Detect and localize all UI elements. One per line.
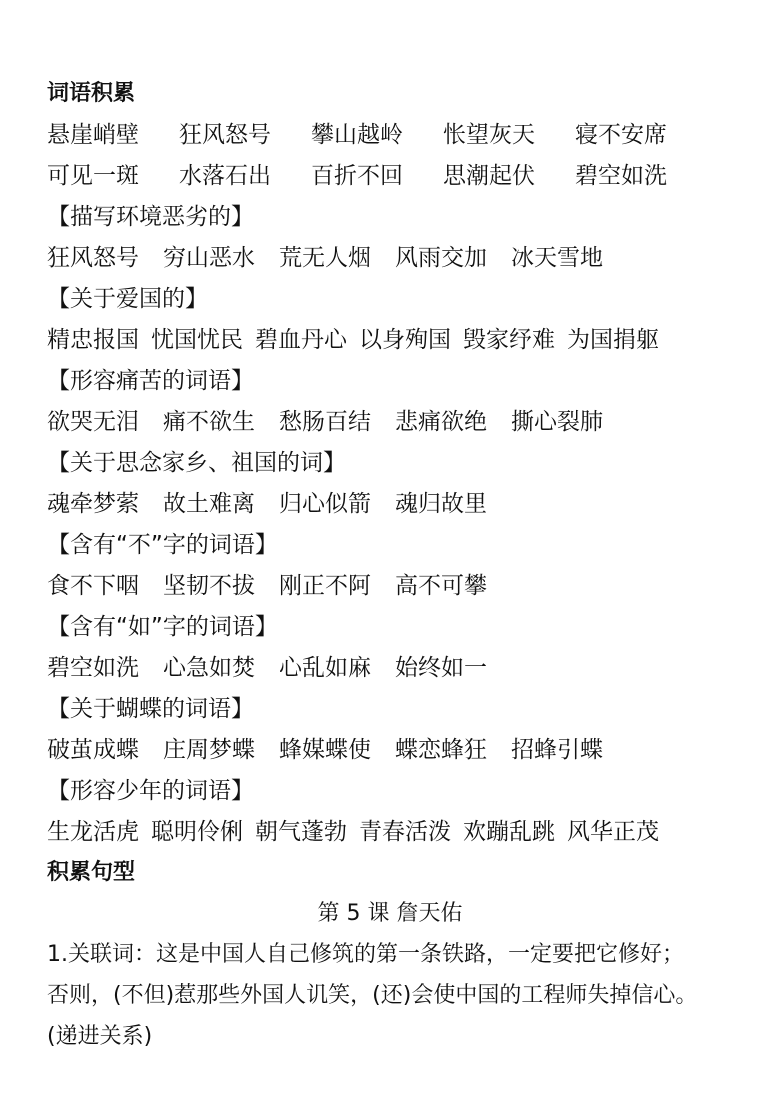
word: 招蜂引蝶 — [511, 737, 603, 763]
word: 坚韧不拔 — [163, 573, 255, 599]
word: 碧空如洗 — [47, 655, 139, 681]
word: 风雨交加 — [395, 245, 487, 271]
section-title: 【形容少年的词语】 — [47, 778, 254, 804]
word: 破茧成蝶 — [47, 737, 139, 763]
vocab-heading: 词语积累 — [47, 81, 136, 106]
section-words — [47, 654, 487, 682]
word: 穷山恶水 — [163, 245, 255, 271]
word: 为国捐躯 — [567, 327, 659, 353]
word: 高不可攀 — [395, 573, 487, 599]
word: 食不下咽 — [47, 573, 139, 599]
word: 始终如一 — [395, 655, 487, 681]
word: 魂牵梦萦 — [47, 491, 139, 517]
word: 心急如焚 — [163, 655, 255, 681]
word: 撕心裂肺 — [511, 409, 603, 435]
word: 碧空如洗 — [575, 163, 667, 189]
paragraph-line: 1.关联词：这是中国人自己修筑的第一条铁路，一定要把它修好； — [47, 942, 684, 967]
section-title: 【关于思念家乡、祖国的词】 — [47, 450, 346, 476]
word: 精忠报国 — [47, 327, 139, 353]
word: 狂风怒号 — [47, 245, 139, 271]
word: 刚正不阿 — [279, 573, 371, 599]
word: 以身殉国 — [359, 327, 451, 353]
word: 悬崖峭壁 — [47, 122, 139, 148]
word: 蜂媒蝶使 — [279, 737, 371, 763]
section-words — [47, 408, 603, 436]
word-row-2 — [47, 162, 667, 190]
word: 心乱如麻 — [279, 655, 371, 681]
paragraph-line: (递进关系) — [47, 1024, 153, 1049]
word: 欲哭无泪 — [47, 409, 139, 435]
section-title: 【含有“如”字的词语】 — [47, 614, 278, 640]
word: 可见一斑 — [47, 163, 139, 189]
word: 悲痛欲绝 — [395, 409, 487, 435]
section-title: 【含有“不”字的词语】 — [47, 532, 278, 558]
word: 水落石出 — [179, 163, 271, 189]
word: 毁家纾难 — [463, 327, 555, 353]
section-words — [47, 490, 487, 518]
section-words — [47, 244, 603, 272]
word: 庄周梦蝶 — [163, 737, 255, 763]
section-title: 【关于蝴蝶的词语】 — [47, 696, 254, 722]
word-row-1 — [47, 121, 667, 149]
section-words — [47, 326, 659, 354]
word: 蝶恋蜂狂 — [395, 737, 487, 763]
word: 攀山越岭 — [311, 122, 403, 148]
word: 青春活泼 — [359, 819, 451, 845]
section-words — [47, 572, 487, 600]
section-title: 【关于爱国的】 — [47, 286, 208, 312]
word: 忧国忧民 — [151, 327, 243, 353]
word: 聪明伶俐 — [151, 819, 243, 845]
section-words — [47, 818, 659, 846]
word: 碧血丹心 — [255, 327, 347, 353]
section-words — [47, 736, 603, 764]
word: 冰天雪地 — [511, 245, 603, 271]
section-title: 【描写环境恶劣的】 — [47, 204, 254, 230]
word: 故土难离 — [163, 491, 255, 517]
word: 寝不安席 — [575, 122, 667, 148]
lesson-title: 第 5 课 詹天佑 — [317, 901, 463, 926]
paragraph-line: 否则，(不但)惹那些外国人讥笑，(还)会使中国的工程师失掉信心。 — [47, 983, 698, 1008]
word: 魂归故里 — [395, 491, 487, 517]
word: 归心似箭 — [279, 491, 371, 517]
word: 朝气蓬勃 — [255, 819, 347, 845]
word: 痛不欲生 — [163, 409, 255, 435]
section-title: 【形容痛苦的词语】 — [47, 368, 254, 394]
sentence-heading: 积累句型 — [47, 860, 136, 885]
word: 狂风怒号 — [179, 122, 271, 148]
word: 生龙活虎 — [47, 819, 139, 845]
word: 荒无人烟 — [279, 245, 371, 271]
word: 思潮起伏 — [443, 163, 535, 189]
word: 百折不回 — [311, 163, 403, 189]
word: 愁肠百结 — [279, 409, 371, 435]
word: 欢蹦乱跳 — [463, 819, 555, 845]
word: 怅望灰天 — [443, 122, 535, 148]
word: 风华正茂 — [567, 819, 659, 845]
